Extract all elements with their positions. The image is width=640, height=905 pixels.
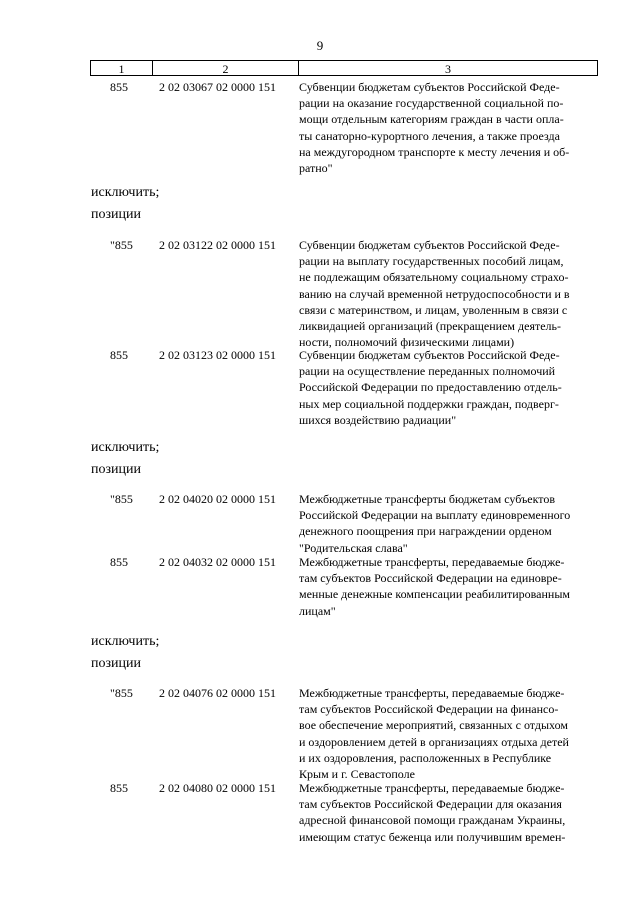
desc-line: Межбюджетные трансферты, передаваемые бюдже- — [299, 555, 565, 569]
positions-label: позиции — [91, 207, 141, 222]
desc-line: "Родительская слава" — [299, 540, 408, 555]
desc-line: Субвенции бюджетам субъектов Российской Феде- — [299, 348, 560, 362]
row-description — [299, 554, 598, 619]
desc-line: и оздоровлением детей в организациях отдыха детей — [299, 734, 569, 749]
header-col-3: 3 — [445, 62, 451, 76]
exclude-label: исключить; — [91, 440, 160, 455]
desc-line: рации на осуществление переданных полномочий — [299, 364, 556, 379]
row-description — [299, 491, 598, 556]
desc-line: там субъектов Российской Федерации для оказания — [299, 797, 562, 812]
desc-line: не подлежащим обязательному социальному страхо- — [299, 270, 569, 285]
desc-line: Субвенции бюджетам субъектов Российской Феде- — [299, 238, 560, 252]
header-col-2: 2 — [153, 61, 299, 75]
exclude-label: исключить; — [91, 185, 160, 200]
desc-line: Субвенции бюджетам субъектов Российской Феде- — [299, 80, 560, 94]
budget-code: 2 02 04076 02 0000 151 — [159, 686, 276, 700]
admin-code: 855 — [110, 781, 128, 795]
positions-label: позиции — [91, 462, 141, 477]
desc-line: шихся воздействию радиации" — [299, 412, 457, 427]
page-number: 9 — [316, 38, 324, 53]
desc-line: на междугородном транспорте к месту лечения и об- — [299, 144, 570, 159]
desc-line: денежного поощрения при награждении орденом — [299, 524, 552, 539]
exclude-label: исключить; — [91, 634, 160, 649]
admin-code: 855 — [110, 555, 128, 569]
desc-line: имеющим статус беженца или получившим времен- — [299, 829, 566, 844]
admin-code: "855 — [110, 686, 133, 700]
desc-line: менные денежные компенсации реабилитированным — [299, 587, 570, 602]
row-description — [299, 79, 598, 176]
budget-code: 2 02 03123 02 0000 151 — [159, 348, 276, 362]
desc-line: Российской Федерации по предоставлению отдель- — [299, 380, 562, 395]
row-description — [299, 780, 598, 845]
row-description — [299, 685, 598, 782]
desc-line: Межбюджетные трансферты бюджетам субъектов — [299, 492, 556, 506]
budget-code: 2 02 03122 02 0000 151 — [159, 238, 276, 252]
budget-code: 2 02 03067 02 0000 151 — [159, 80, 276, 94]
desc-line: вое обеспечение мероприятий, связанных с отдыхом — [299, 718, 568, 733]
desc-line: рации на оказание государственной социальной по- — [299, 96, 564, 111]
admin-code: "855 — [110, 492, 133, 506]
desc-line: лицам" — [299, 603, 336, 618]
admin-code: 855 — [110, 80, 128, 94]
admin-code: 855 — [110, 348, 128, 362]
desc-line: ванию на случай временной нетрудоспособности и в — [299, 286, 570, 301]
desc-line: там субъектов Российской Федерации на финансо- — [299, 702, 559, 717]
desc-line: ты санаторно-курортного лечения, а также проезда — [299, 128, 560, 143]
desc-line: Межбюджетные трансферты, передаваемые бюдже- — [299, 686, 565, 700]
desc-line: Межбюджетные трансферты, передаваемые бюдже- — [299, 781, 565, 795]
row-description — [299, 237, 598, 350]
desc-line: ности, полномочий физическими лицами) — [299, 335, 515, 350]
desc-line: ратно" — [299, 161, 333, 176]
desc-line: Крым и г. Севастополе — [299, 767, 415, 782]
positions-label: позиции — [91, 656, 141, 671]
desc-line: связи с материнством, и лицам, уволенным в связи с — [299, 302, 568, 317]
desc-line: адресной финансовой помощи гражданам Украины, — [299, 813, 566, 828]
desc-line: ных мер социальной поддержки граждан, подверг- — [299, 396, 559, 411]
row-description — [299, 347, 598, 428]
budget-code: 2 02 04080 02 0000 151 — [159, 781, 276, 795]
header-col-1: 1 — [91, 61, 153, 75]
admin-code: "855 — [110, 238, 133, 252]
desc-line: мощи отдельным категориям граждан в части опла- — [299, 112, 564, 127]
desc-line: Российской Федерации на выплату единовременного — [299, 508, 571, 523]
budget-code: 2 02 04020 02 0000 151 — [159, 492, 276, 506]
desc-line: рации на выплату государственных пособий лицам, — [299, 254, 564, 269]
table-header — [90, 60, 598, 76]
budget-code: 2 02 04032 02 0000 151 — [159, 555, 276, 569]
desc-line: там субъектов Российской Федерации на единовре- — [299, 571, 562, 586]
desc-line: и их оздоровления, расположенных в Республике — [299, 750, 552, 765]
desc-line: ликвидацией организаций (прекращением деятель- — [299, 319, 561, 334]
